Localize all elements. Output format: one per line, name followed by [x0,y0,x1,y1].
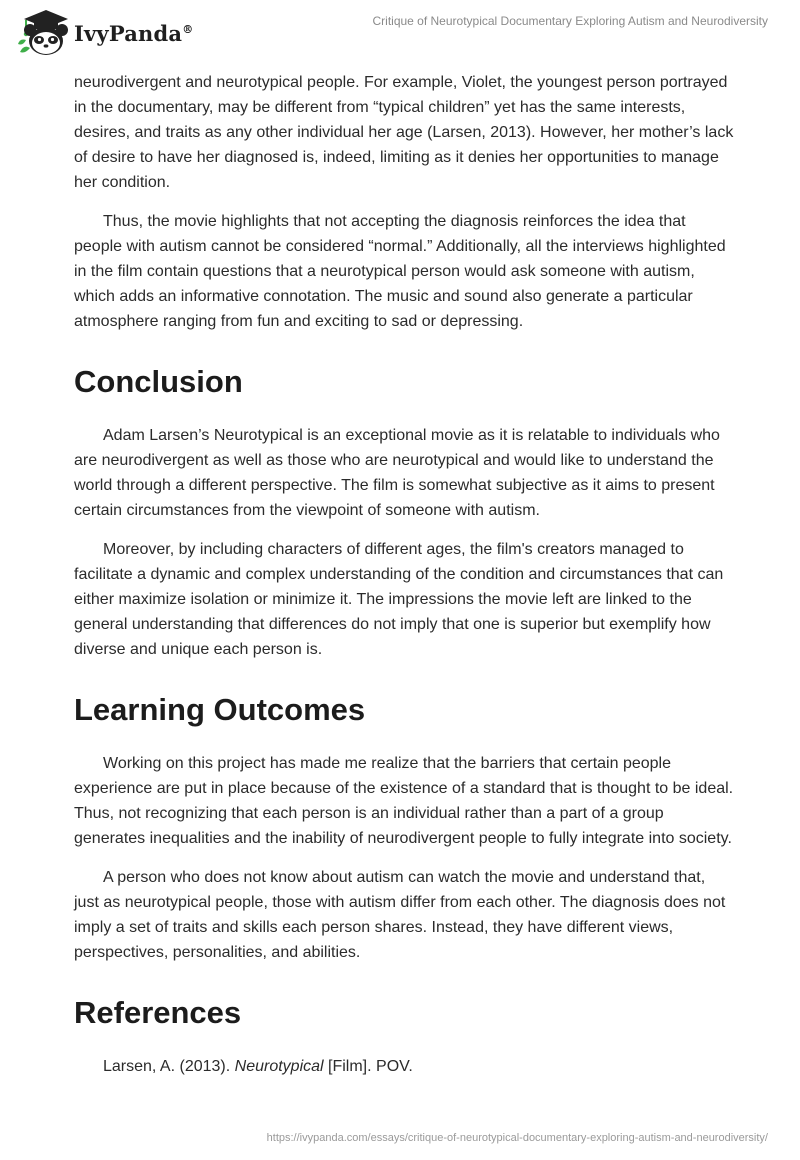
panda-graduate-icon [16,8,72,58]
reference-source: [Film]. POV. [323,1058,413,1075]
ivypanda-logo[interactable] [16,8,193,58]
essay-body [74,70,734,1093]
paragraph: neurodivergent and neurotypical people. For example, Violet, the youngest person portrayed in the documentary, may be different from “typical children” yet has the same interests, desires, and traits as any other individual her age (Larsen, 2013). However, her mother’s lack of desire to have her diagnosed is, indeed, limiting as it denies her opportunities to manage her condition. [74,74,734,191]
paragraph: Working on this project has made me realize that the barriers that certain people experience are put in place because of the existence of a standard that is thought to be ideal. Thus, not recognizing that each person is an individual rather than a part of a group generates inequalities and the inability of neurodivergent people to fully integrate into society. [74,755,734,847]
paragraph: A person who does not know about autism can watch the movie and understand that, just as neurotypical people, those with autism differ from each other. The diagnosis does not imply a set of traits and skills each person shares. Instead, they have different views, perspectives, personalities, and abilities. [74,869,726,961]
reference-authors: Larsen, A. (2013). [103,1058,235,1075]
section-heading-references: References [74,995,242,1030]
paragraph: Adam Larsen’s Neurotypical is an exceptional movie as it is relatable to individuals who are neurodivergent as well as those who are neurotypical and would like to understand the world through a different perspective. The film is somewhat subjective as it aims to present certain circumstances from the viewpoint of someone with autism. [74,427,720,519]
logo-text: IvyPanda® [74,20,194,46]
paragraph: Thus, the movie highlights that not accepting the diagnosis reinforces the idea that people with autism cannot be considered “normal.” Additionally, all the interviews highlighted in the film contain questions that a neurotypical person would ask someone with autism, which adds an informative connotation. The music and sound also generate a particular atmosphere ranging from fun and exciting to sad or depressing. [74,213,726,330]
reference-title: Neurotypical [234,1058,324,1075]
reference-entry [74,1054,734,1079]
document-title: Critique of Neurotypical Documentary Exploring Autism and Neurodiversity [372,14,768,28]
section-heading-learning-outcomes: Learning Outcomes [74,692,366,727]
page-header [0,0,800,66]
source-url[interactable]: https://ivypanda.com/essays/critique-of-neurotypical-documentary-exploring-autism-and-neurodiversity/ [266,1132,768,1144]
paragraph: Moreover, by including characters of different ages, the film's creators managed to facilitate a dynamic and complex understanding of the condition and circumstances that can either maximize isolation or minimize it. The impressions the movie left are linked to the general understanding that differences do not imply that one is superior but exemplify how diverse and unique each person is. [74,541,724,658]
section-heading-conclusion: Conclusion [74,364,243,399]
